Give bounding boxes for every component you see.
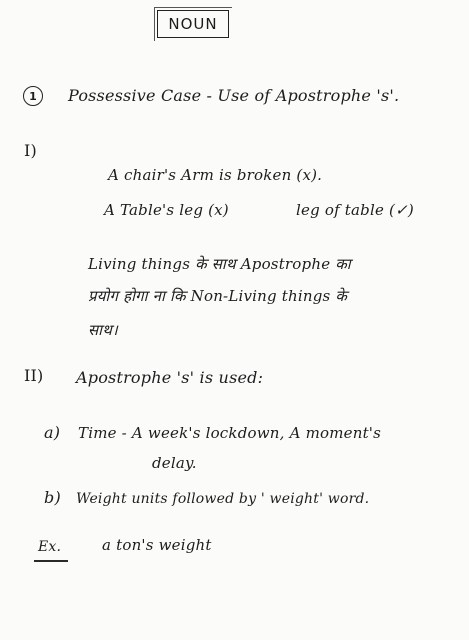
item-a-label: a) [44,423,61,442]
hindi-note-line-1: Living things के साथ Apostrophe का [88,255,351,273]
item-a-text: Time - A week's lockdown, A moment's [78,424,382,442]
example-label: Ex. [38,539,62,555]
part-two-label: II) [24,366,44,385]
example-line-chair: A chair's Arm is broken (x). [108,166,323,184]
hindi-note-line-2: प्रयोग होगा ना कि Non-Living things के [88,287,348,305]
part-one-label: I) [24,141,37,160]
page-title: NOUN [157,10,229,38]
example-text: a ton's weight [102,536,212,554]
part-two-heading: Apostrophe 's' is used: [76,368,264,387]
example-line-table-right: leg of table (✓) [296,201,414,219]
hindi-note-line-3: साथ। [88,321,118,339]
item-b-label: b) [44,488,61,507]
item-b-text: Weight units followed by ' weight' word. [76,491,370,507]
section-number-badge: 1 [23,86,43,106]
example-label-underline [34,560,68,562]
section-heading: Possessive Case - Use of Apostrophe 's'. [68,86,400,105]
example-line-table-wrong: A Table's leg (x) [104,201,229,219]
item-a-text-continued: delay. [152,454,197,472]
